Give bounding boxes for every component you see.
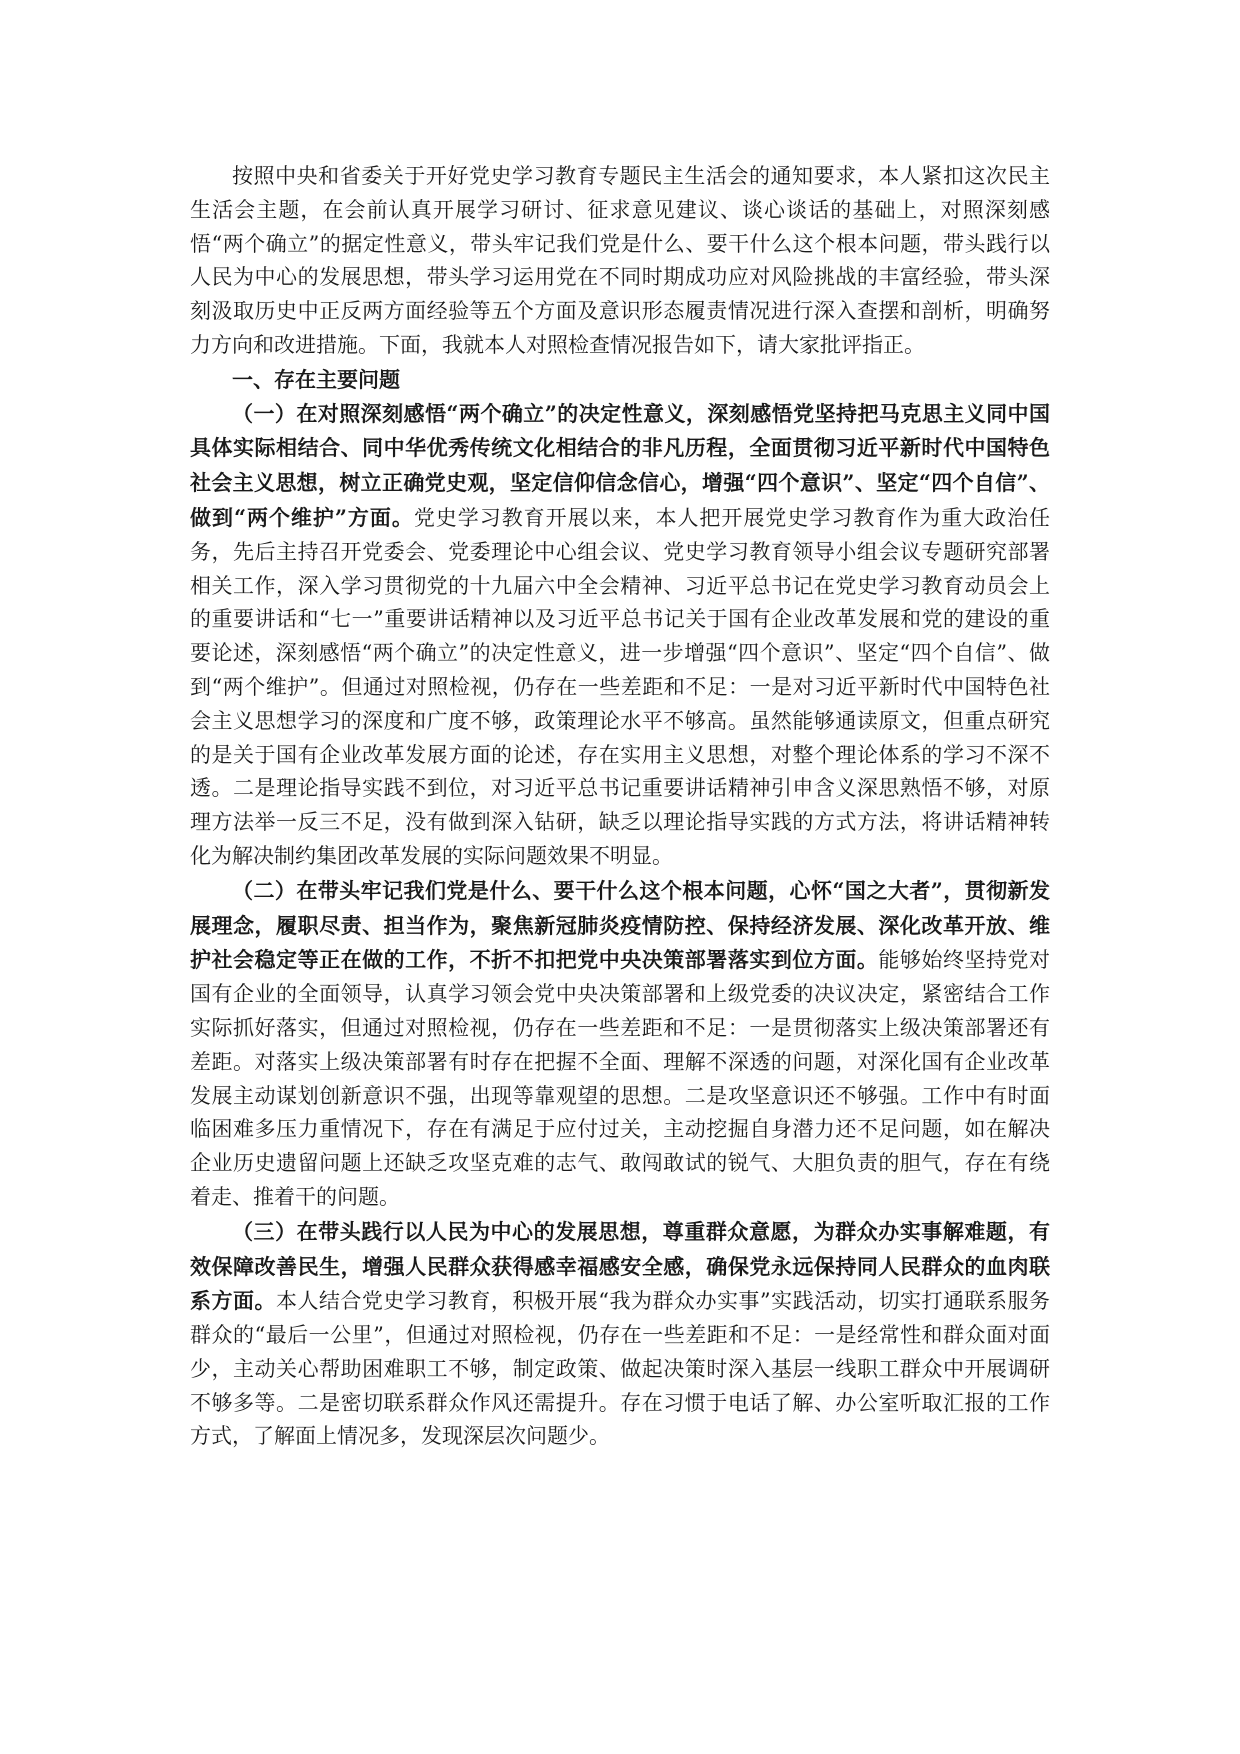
section-heading-existing-problems: 一、存在主要问题 bbox=[232, 366, 400, 392]
problem-3-body: 本人结合党史学习教育，积极开展“我为群众办实事”实践活动，切实打通联系服务群众的“最后一公里”，但通过对照检视，仍存在一些差距和不足：一是经常性和群众面对面少，主动关心帮助困难职工不够，制定政策、做起决策时深入基层一线职工群众中开展调研不够多等。二是密切联系群众作风还需提升。存在习惯于电话了解、办公室听取汇报的工作方式，了解面上情况多，发现深层次问题少。 bbox=[190, 1289, 1050, 1449]
problem-1-heading: （一）在对照深刻感悟“两个确立”的决定性意义，深刻感悟党坚持把马克思主义同中国具体实际相结合、同中华优秀传统文化相结合的非凡历程，全面贯彻习近平新时代中国特色社会主义思想，树立正确党史观，坚定信仰信念信心，增强“四个意识”、坚定“四个自信”、做到“两个维护”方面。 bbox=[190, 400, 1050, 530]
problem-2-body: 能够始终坚持党对国有企业的全面领导，认真学习领会党中央决策部署和上级党委的决议决定，紧密结合工作实际抓好落实，但通过对照检视，仍存在一些差距和不足：一是贯彻落实上级决策部署还有差距。对落实上级决策部署有时存在把握不全面、理解不深透的问题，对深化国有企业改革发展主动谋划创新意识不强，出现等靠观望的思想。二是攻坚意识还不够强。工作中有时面临困难多压力重情况下，存在有满足于应付过关，主动挖掘自身潜力还不足问题，如在解决企业历史遗留问题上还缺乏攻坚克难的志气、敢闯敢试的锐气、大胆负责的胆气，存在有绕着走、推着干的问题。 bbox=[190, 948, 1051, 1209]
problem-paragraph-1 bbox=[190, 397, 1050, 874]
intro-paragraph: 按照中央和省委关于开好党史学习教育专题民主生活会的通知要求，本人紧扣这次民主生活会主题，在会前认真开展学习研讨、征求意见建议、谈心谈话的基础上，对照深刻感悟“两个确立”的据定性意义，带头牢记我们党是什么、要干什么这个根本问题，带头践行以人民为中心的发展思想，带头学习运用党在不同时期成功应对风险挑战的丰富经验，带头深刻汲取历史中正反两方面经验等五个方面及意识形态履责情况进行深入查摆和剖析，明确努力方向和改进措施。下面，我就本人对照检查情况报告如下，请大家批评指正。 bbox=[190, 164, 1050, 357]
problem-paragraph-2 bbox=[190, 874, 1050, 1215]
document-page bbox=[190, 160, 1050, 1454]
problem-2-heading: （二）在带头牢记我们党是什么、要干什么这个根本问题，心怀“国之大者”，贯彻新发展理念，履职尽责、担当作为，聚焦新冠肺炎疫情防控、保持经济发展、深化改革开放、维护社会稳定等正在做的工作，不折不扣把党中央决策部署落实到位方面。 bbox=[190, 877, 1050, 973]
problem-paragraph-3 bbox=[190, 1215, 1050, 1455]
problem-3-heading: （三）在带头践行以人民为中心的发展思想，尊重群众意愿，为群众办实事解难题，有效保障改善民生，增强人民群众获得感幸福感安全感，确保党永远保持同人民群众的血肉联系方面。 bbox=[190, 1218, 1050, 1314]
problem-1-body: 党史学习教育开展以来，本人把开展党史学习教育作为重大政治任务，先后主持召开党委会、党委理论中心组会议、党史学习教育领导小组会议专题研究部署相关工作，深入学习贯彻党的十九届六中全会精神、习近平总书记在党史学习教育动员会上的重要讲话和“七一”重要讲话精神以及习近平总书记关于国有企业改革发展和党的建设的重要论述，深刻感悟“两个确立”的决定性意义，进一步增强“四个意识”、坚定“四个自信”、做到“两个维护”。但通过对照检视，仍存在一些差距和不足：一是对习近平新时代中国特色社会主义思想学习的深度和广度不够，政策理论水平不够高。虽然能够通读原文，但重点研究的是关于国有企业改革发展方面的论述，存在实用主义思想，对整个理论体系的学习不深不透。二是理论指导实践不到位，对习近平总书记重要讲话精神引申含义深思熟悟不够，对原理方法举一反三不足，没有做到深入钻研，缺乏以理论指导实践的方式方法，将讲话精神转化为解决制约集团改革发展的实际问题效果不明显。 bbox=[190, 505, 1050, 868]
